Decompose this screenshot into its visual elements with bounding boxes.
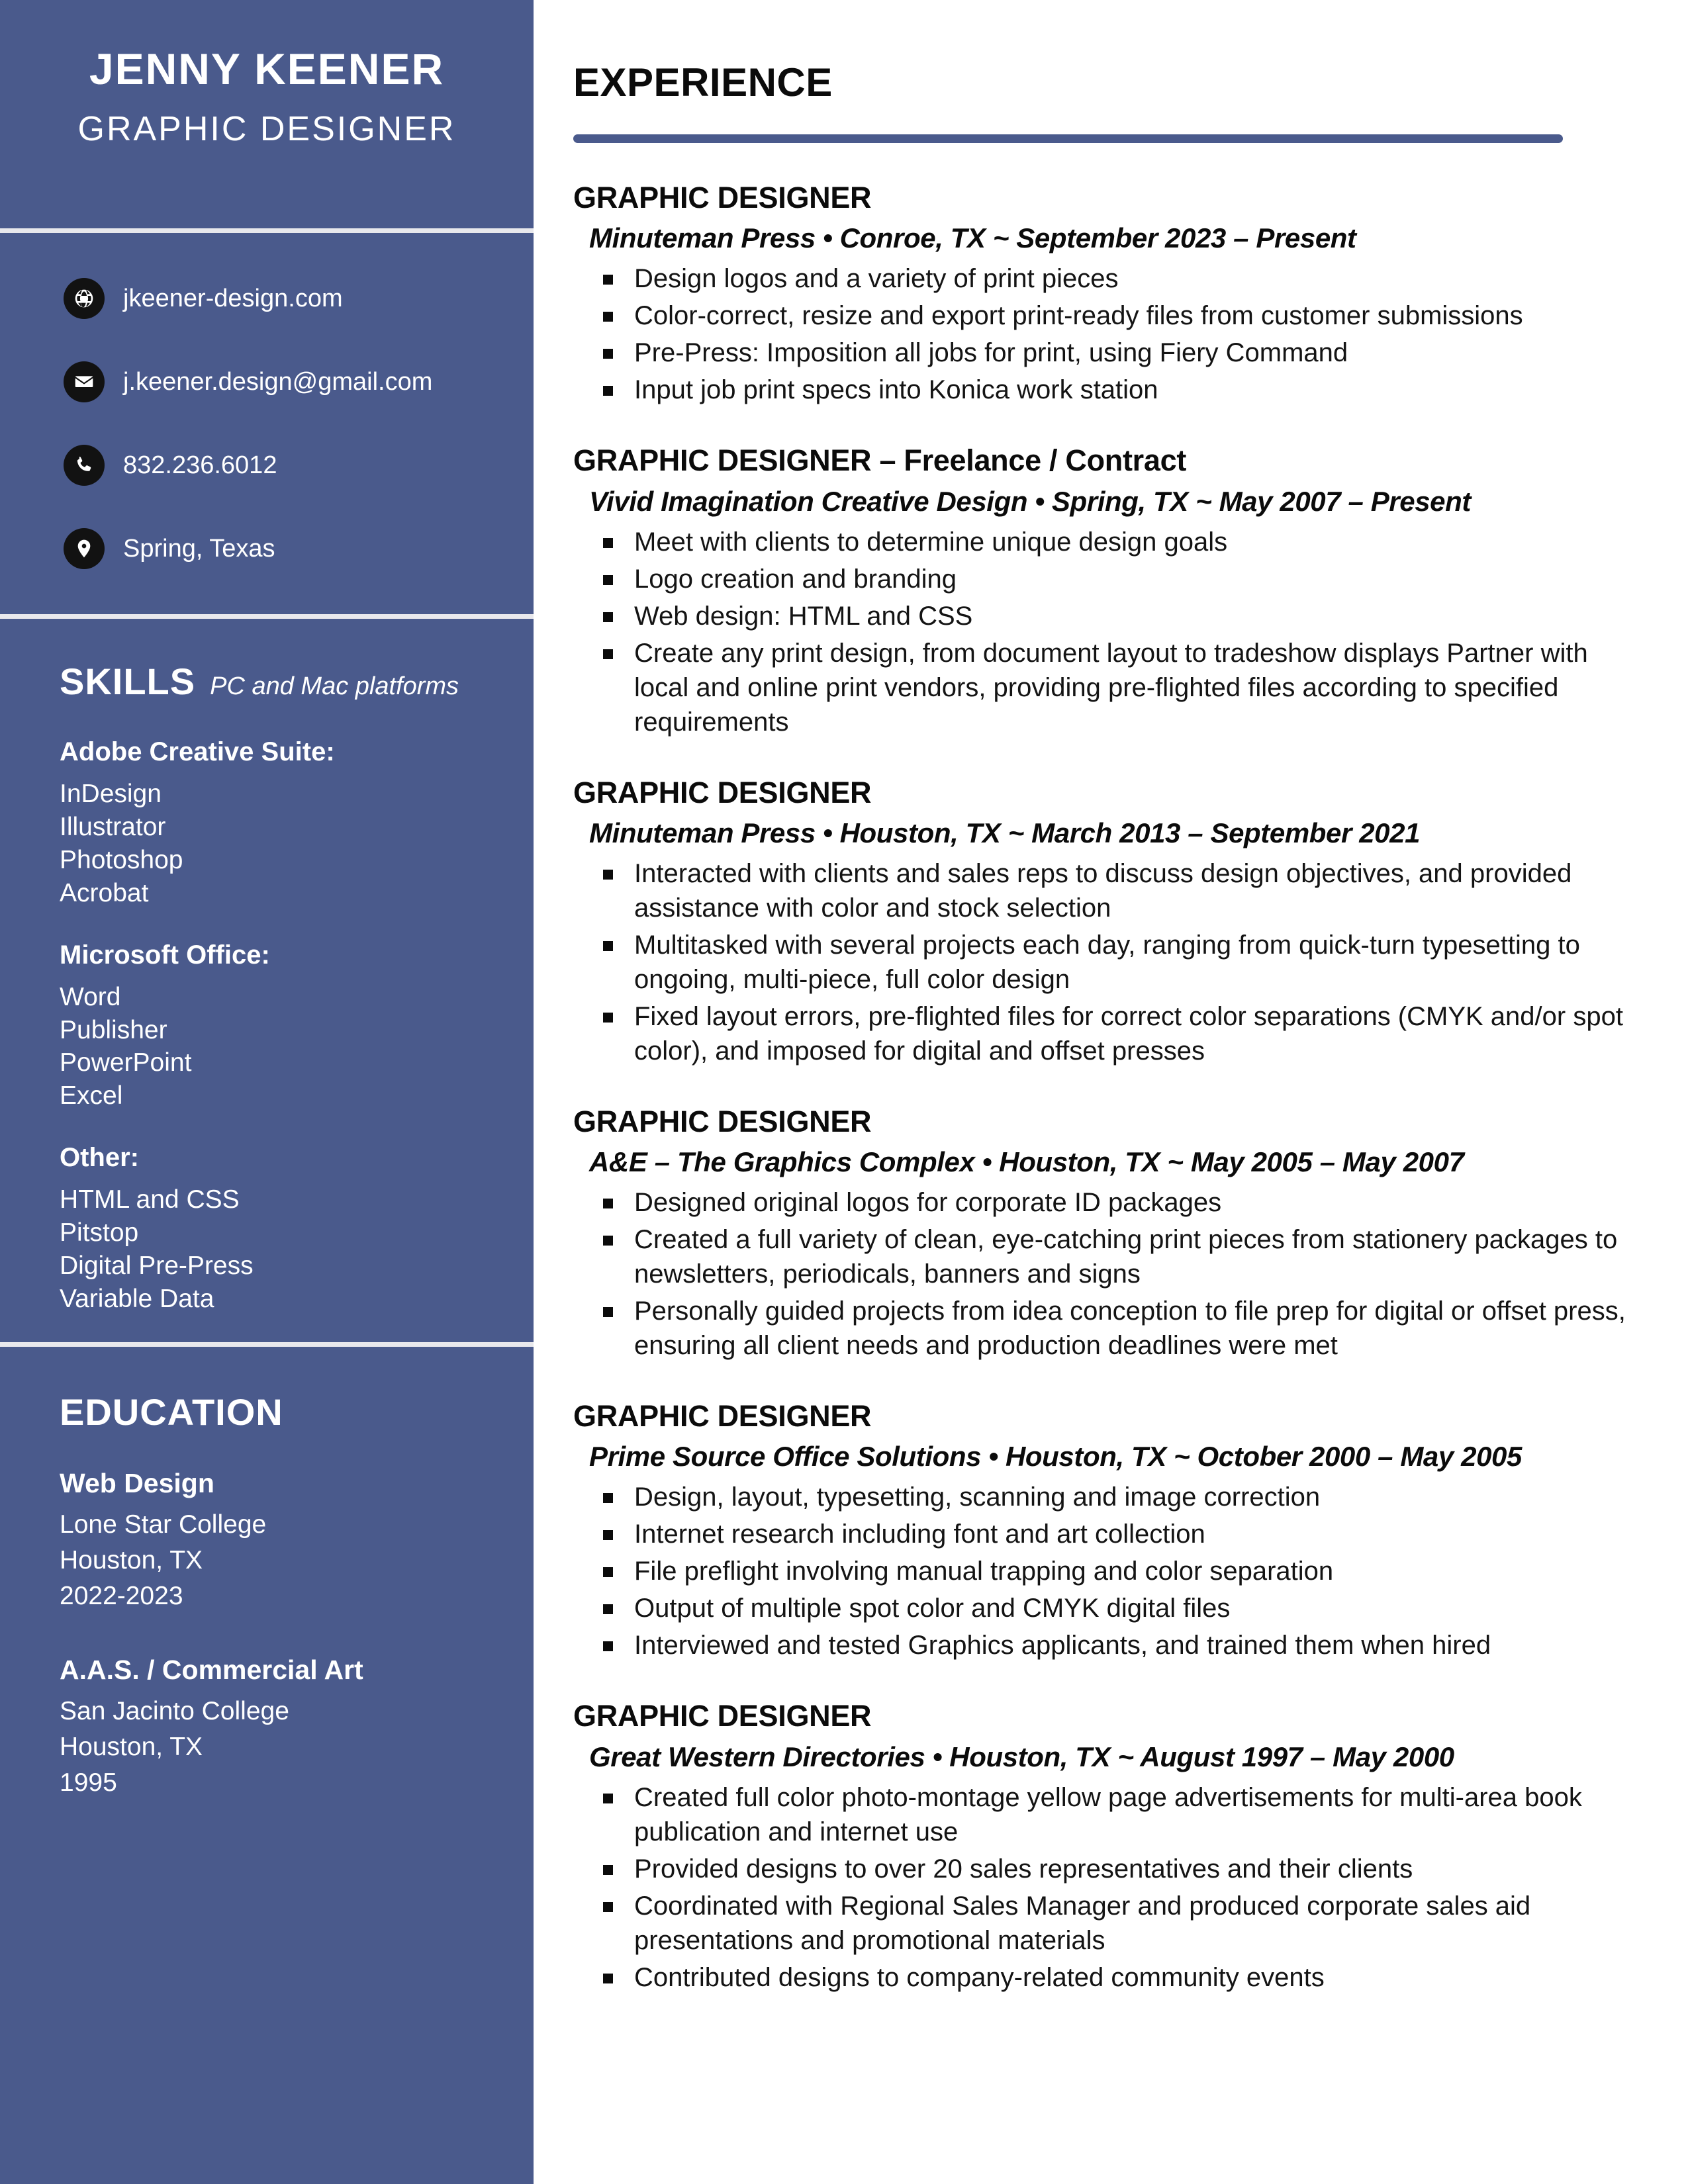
- skill-item: Acrobat: [60, 878, 149, 907]
- skill-group-microsoft: [60, 940, 494, 1113]
- education-entry: [60, 1655, 494, 1800]
- job-bullet: Logo creation and branding: [573, 562, 1628, 596]
- sidebar-divider-top: [0, 228, 534, 233]
- job-role: GRAPHIC DESIGNER: [573, 1699, 872, 1733]
- job-bullet: Color-correct, resize and export print-ready files from customer submissions: [573, 298, 1628, 333]
- sidebar: [0, 0, 534, 2184]
- job-meta: Minuteman Press • Conroe, TX ~ September 2023 – Present: [589, 222, 1356, 254]
- skill-item: PowerPoint: [60, 1048, 192, 1077]
- sidebar-divider-skills: [0, 614, 534, 619]
- job-role: GRAPHIC DESIGNER: [573, 181, 872, 214]
- contact-item-location[interactable]: [64, 522, 534, 576]
- job-meta: Minuteman Press • Houston, TX ~ March 2013 – September 2021: [589, 817, 1421, 848]
- education-school: San Jacinto College: [60, 1697, 289, 1726]
- job-role: GRAPHIC DESIGNER: [573, 1104, 872, 1138]
- job-bullet: Create any print design, from document layout to tradeshow displays Partner with local and online print vendors, providing pre-flighted files according to specified requirements: [573, 636, 1628, 739]
- skill-group-adobe: [60, 737, 494, 910]
- job-bullet: Provided designs to over 20 sales representatives and their clients: [573, 1852, 1628, 1886]
- skills-heading: SKILLS: [60, 660, 196, 702]
- job-bullet: Fixed layout errors, pre-flighted files for correct color separations (CMYK and/or spot color), and imposed for digital and offset presses: [573, 999, 1628, 1068]
- contact-item-phone[interactable]: [64, 438, 534, 492]
- skill-item: Publisher: [60, 1015, 167, 1044]
- skill-item: Photoshop: [60, 845, 183, 874]
- skill-item: Pitstop: [60, 1218, 139, 1248]
- candidate-title: GRAPHIC DESIGNER: [77, 110, 456, 149]
- education-years: 2022-2023: [60, 1581, 183, 1610]
- skills-heading-row: [60, 660, 494, 703]
- job-role: GRAPHIC DESIGNER: [573, 1399, 872, 1433]
- experience-section: [534, 0, 1688, 2184]
- job-entry: [573, 776, 1628, 1068]
- skill-group-title: Microsoft Office:: [60, 940, 270, 970]
- job-bullet: Output of multiple spot color and CMYK digital files: [573, 1591, 1628, 1625]
- skill-group-title: Adobe Creative Suite:: [60, 737, 335, 766]
- education-location: Houston, TX: [60, 1545, 203, 1574]
- job-bullet: Internet research including font and art collection: [573, 1517, 1628, 1551]
- skills-subheading: PC and Mac platforms: [210, 672, 459, 700]
- job-role: GRAPHIC DESIGNER – Freelance / Contract: [573, 443, 1187, 478]
- job-bullets: [573, 856, 1628, 1068]
- skill-group-title: Other:: [60, 1143, 139, 1173]
- contact-list: [0, 233, 534, 614]
- job-bullets: [573, 1185, 1628, 1363]
- job-meta: A&E – The Graphics Complex • Houston, TX ~ May 2005 – May 2007: [589, 1146, 1464, 1178]
- job-bullet: Coordinated with Regional Sales Manager and produced corporate sales aid presentations and promotional materials: [573, 1889, 1628, 1958]
- job-bullets: [573, 525, 1628, 739]
- job-bullet: Created a full variety of clean, eye-catching print pieces from stationery packages to newsletters, periodicals, banners and signs: [573, 1222, 1628, 1291]
- job-bullet: Pre-Press: Imposition all jobs for print, using Fiery Command: [573, 336, 1628, 370]
- map-pin-icon: [64, 528, 105, 569]
- job-bullet: Designed original logos for corporate ID packages: [573, 1185, 1628, 1220]
- job-bullet: Meet with clients to determine unique design goals: [573, 525, 1628, 559]
- skill-group-other: [60, 1143, 494, 1316]
- contact-phone-value: 832.236.6012: [123, 451, 277, 479]
- job-meta: Prime Source Office Solutions • Houston, TX ~ October 2000 – May 2005: [589, 1441, 1522, 1473]
- job-bullet: Design logos and a variety of print pieces: [573, 261, 1628, 296]
- globe-icon: [64, 278, 105, 319]
- job-role: GRAPHIC DESIGNER: [573, 775, 872, 809]
- job-entry: [573, 1105, 1628, 1363]
- job-entry: [573, 181, 1628, 407]
- education-school: Lone Star College: [60, 1510, 267, 1539]
- job-bullet: Web design: HTML and CSS: [573, 599, 1628, 633]
- contact-item-email[interactable]: [64, 355, 534, 409]
- job-entry: [573, 444, 1628, 739]
- education-heading: EDUCATION: [60, 1390, 283, 1433]
- job-bullet: Multitasked with several projects each day, ranging from quick-turn typesetting to ongoing, multi-piece, full color design: [573, 928, 1628, 997]
- contact-website-value: jkeener-design.com: [123, 284, 343, 312]
- job-meta: Vivid Imagination Creative Design • Spring, TX ~ May 2007 – Present: [589, 485, 1471, 517]
- skill-item: Variable Data: [60, 1284, 214, 1313]
- candidate-name: JENNY KEENER: [89, 44, 445, 93]
- job-bullets: [573, 261, 1628, 407]
- sidebar-divider-education: [0, 1342, 534, 1347]
- skill-item: Excel: [60, 1081, 123, 1111]
- job-bullets: [573, 1480, 1628, 1662]
- contact-location-value: Spring, Texas: [123, 534, 275, 563]
- experience-heading: EXPERIENCE: [573, 60, 833, 105]
- job-bullets: [573, 1780, 1628, 1995]
- job-bullet: Input job print specs into Konica work station: [573, 373, 1628, 407]
- job-bullet: Personally guided projects from idea conception to file prep for digital or offset press, ensuring all client needs and production deadlines were met: [573, 1294, 1628, 1363]
- job-entry: [573, 1700, 1628, 1994]
- job-bullet: Created full color photo-montage yellow page advertisements for multi-area book publication and internet use: [573, 1780, 1628, 1849]
- job-bullet: Contributed designs to company-related community events: [573, 1960, 1628, 1995]
- education-entry: [60, 1468, 494, 1614]
- job-bullet: Interacted with clients and sales reps to discuss design objectives, and provided assistance with color and stock selection: [573, 856, 1628, 925]
- education-degree: Web Design: [60, 1467, 214, 1498]
- job-bullet: Design, layout, typesetting, scanning and image correction: [573, 1480, 1628, 1514]
- skill-item: InDesign: [60, 780, 162, 808]
- skill-item: Digital Pre-Press: [60, 1251, 254, 1281]
- skill-item: Word: [60, 982, 121, 1011]
- education-section: [0, 1347, 534, 1827]
- education-years: 1995: [60, 1768, 117, 1797]
- sidebar-header: [0, 0, 534, 228]
- education-degree: A.A.S. / Commercial Art: [60, 1655, 363, 1686]
- experience-rule: [573, 134, 1563, 143]
- job-entry: [573, 1400, 1628, 1662]
- job-meta: Great Western Directories • Houston, TX ~ August 1997 – May 2000: [589, 1741, 1454, 1772]
- skill-item: HTML and CSS: [60, 1185, 240, 1214]
- job-bullet: Interviewed and tested Graphics applicants, and trained them when hired: [573, 1628, 1628, 1662]
- contact-email-value: j.keener.design@gmail.com: [123, 367, 433, 396]
- contact-item-website[interactable]: [64, 271, 534, 326]
- skill-item: Illustrator: [60, 812, 166, 841]
- envelope-icon: [64, 361, 105, 402]
- education-location: Houston, TX: [60, 1733, 203, 1762]
- job-bullet: File preflight involving manual trapping and color separation: [573, 1554, 1628, 1588]
- skills-section: [0, 619, 534, 1342]
- phone-icon: [64, 445, 105, 486]
